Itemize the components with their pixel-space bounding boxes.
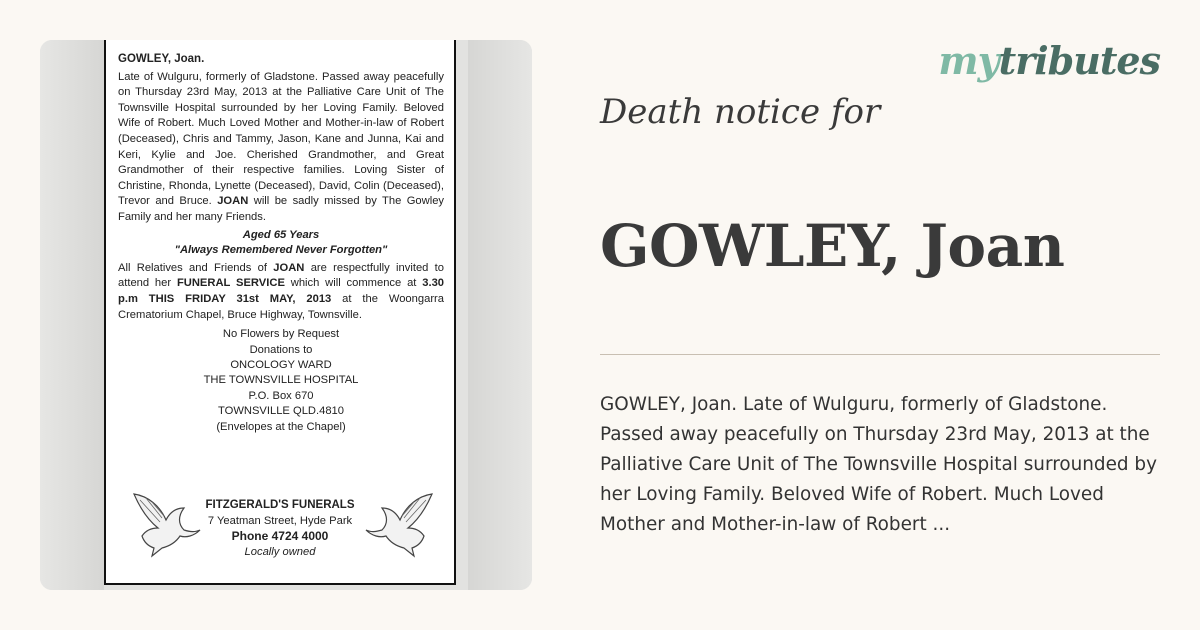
- invite-bold-2: FUNERAL SERVICE: [176, 277, 285, 290]
- divider: [600, 354, 1160, 355]
- panel-shade-right: [468, 40, 532, 590]
- notice-body-bold: JOAN: [217, 195, 249, 208]
- donation-line: TOWNSVILLE QLD.4810: [217, 405, 345, 418]
- logo-part-tributes: tributes: [998, 38, 1160, 83]
- mytributes-logo[interactable]: [938, 38, 1160, 83]
- invite-text-2: are respectfully invited to attend her: [118, 261, 445, 290]
- notice-body-end: will be sadly missed by The Gowley Family and her many Friends.: [118, 195, 445, 223]
- invite-text-3: which will commence at: [290, 277, 417, 290]
- notice-body: [118, 70, 444, 226]
- invite-text-4: at the Woongarra Crematorium Chapel, Bruce Highway, Townsville.: [118, 292, 444, 321]
- funeral-name: FITZGERALD'S FUNERALS: [205, 499, 355, 511]
- notice-age: Aged 65 Years: [242, 228, 320, 241]
- logo-part-my: my: [938, 38, 999, 83]
- funeral-director-block: [106, 498, 454, 560]
- funeral-address: 7 Yeatman Street, Hyde Park: [207, 514, 353, 527]
- donation-line: P.O. Box 670: [248, 389, 314, 402]
- notice-image-panel: [40, 40, 532, 590]
- newspaper-notice: [104, 40, 456, 585]
- donation-line: (Envelopes at the Chapel): [216, 420, 346, 433]
- donation-line: ONCOLOGY WARD: [230, 358, 332, 371]
- invite-text-1: All Relatives and Friends of: [118, 261, 267, 274]
- notice-body-text: Late of Wulguru, formerly of Gladstone. Passed away peacefully on Thursday 23rd May, 2013 at the Palliative Care Unit of The Townsville Hospital surrounded by her Loving Family. Beloved Wife of Robert. Much Loved Mother and Mother-in-law of Robert (Deceased), Chris and Tammy, Jason, Kane and Junna, Kai and Keri, Kylie and Joe. Cherished Grandmother, and Great Grandmother of their respective families. Loving Sister of Christine, Rhonda, Lynette (Deceased), David, Colin (Deceased), Trevor and Bruce.: [118, 70, 444, 208]
- panel-shade-left: [40, 40, 104, 590]
- notice-name: GOWLEY, Joan.: [118, 53, 205, 65]
- invite-bold-3: 3.30 p.m THIS FRIDAY 31st MAY, 2013: [118, 277, 445, 305]
- donation-line: THE TOWNSVILLE HOSPITAL: [203, 374, 359, 387]
- page-title: GOWLEY, Joan: [600, 212, 1065, 280]
- notice-donations: [118, 327, 444, 435]
- donation-line: Donations to: [249, 343, 313, 356]
- funeral-phone: Phone 4724 4000: [231, 529, 329, 544]
- notice-excerpt: GOWLEY, Joan. Late of Wulguru, formerly of Gladstone. Passed away peacefully on Thursday 23rd May, 2013 at the Palliative Care Unit of The Townsville Hospital surrounded by her Loving Family. Beloved Wife of Robert. Much Loved Mother and Mother-in-law of Robert ...: [600, 394, 1157, 535]
- notice-invitation: [118, 261, 444, 323]
- invite-bold-1: JOAN: [273, 261, 305, 274]
- page-subtitle: Death notice for: [600, 92, 881, 132]
- funeral-owned: Locally owned: [244, 545, 316, 558]
- notice-quote: "Always Remembered Never Forgotten": [174, 244, 388, 257]
- donation-line: No Flowers by Request: [222, 328, 340, 341]
